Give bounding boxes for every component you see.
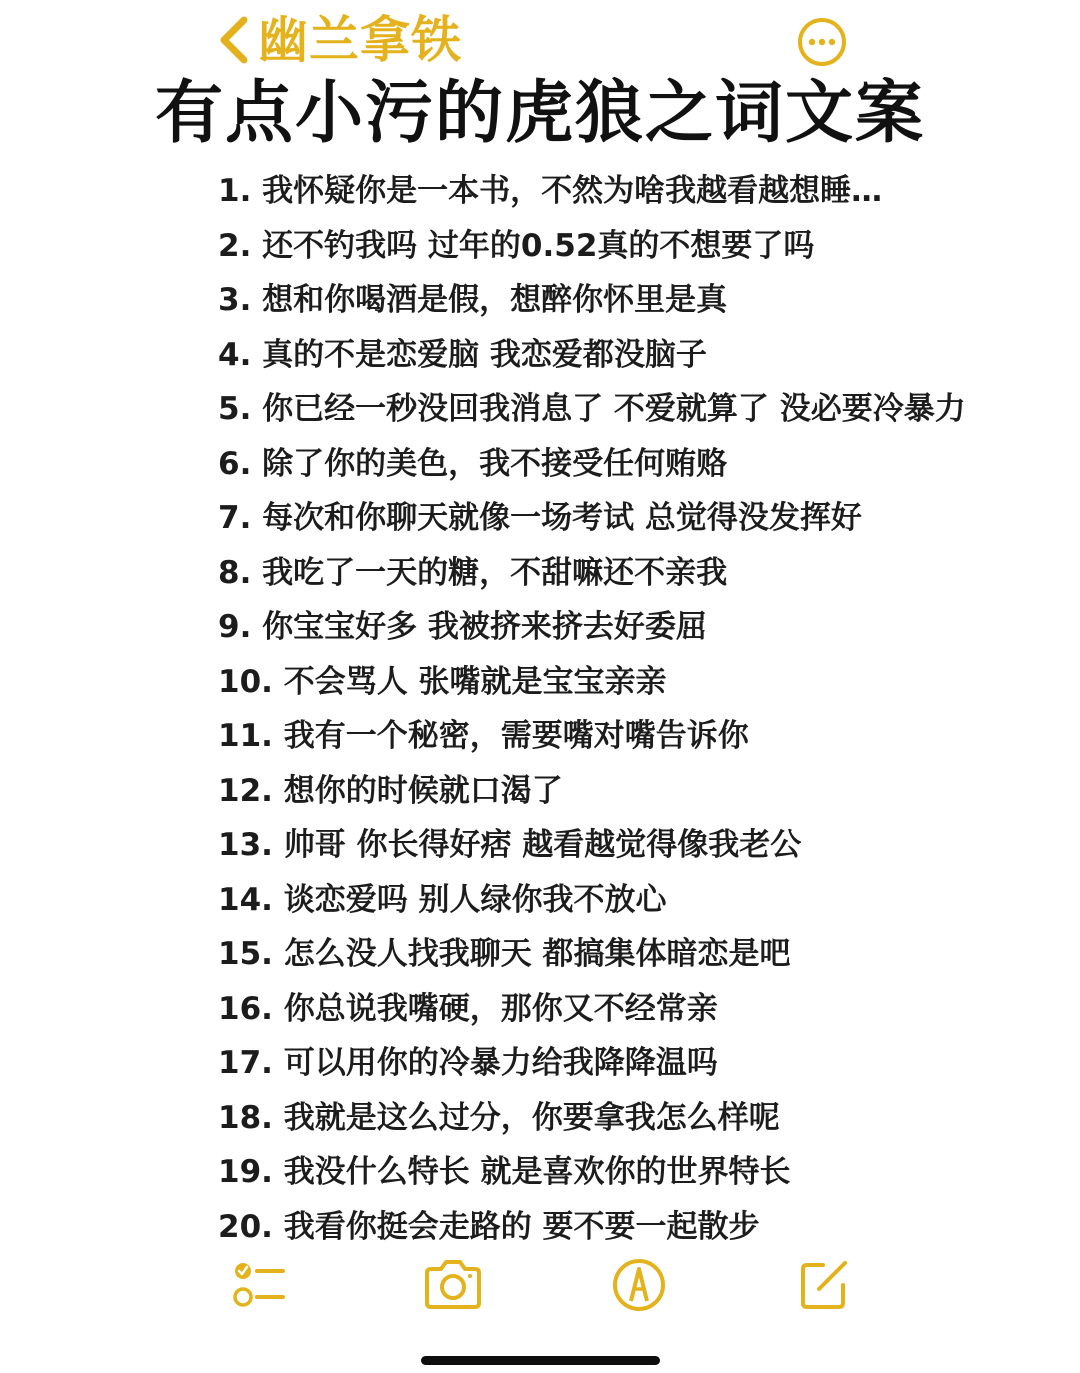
camera-button[interactable]: [418, 1250, 488, 1320]
list-item: 19. 我没什么特长 就是喜欢你的世界特长: [218, 1154, 791, 1190]
list-item: 2. 还不钓我吗 过年的0.52真的不想要了吗: [218, 227, 815, 264]
markup-button[interactable]: [604, 1250, 674, 1320]
markup-pen-icon: [609, 1255, 669, 1315]
list-item: 17. 可以用你的冷暴力给我降降温吗: [218, 1045, 718, 1081]
list-item: 16. 你总说我嘴硬，那你又不经常亲: [218, 990, 718, 1027]
checklist-icon: [231, 1255, 291, 1315]
list-item: 1. 我怀疑你是一本书，不然为啥我越看越想睡…: [218, 173, 883, 209]
note-title: 有点小污的虎狼之词文案: [154, 74, 925, 153]
checklist-button[interactable]: [226, 1250, 296, 1320]
list-item: 13. 帅哥 你长得好痞 越看越觉得像我老公: [218, 827, 802, 863]
list-item: 5. 你已经一秒没回我消息了 不爱就算了 没必要冷暴力: [218, 391, 966, 427]
home-indicator[interactable]: [421, 1356, 660, 1365]
chevron-left-icon: [214, 12, 254, 68]
back-button[interactable]: [214, 8, 462, 72]
note-body-list[interactable]: [218, 164, 998, 1254]
list-item: 10. 不会骂人 张嘴就是宝宝亲亲: [218, 663, 667, 700]
back-button-label: 幽兰拿铁: [258, 11, 462, 69]
list-item: 11. 我有一个秘密，需要嘴对嘴告诉你: [218, 718, 749, 754]
list-item: 9. 你宝宝好多 我被挤来挤去好委屈: [218, 609, 707, 645]
list-item: 6. 除了你的美色，我不接受任何贿赂: [218, 445, 728, 482]
list-item: 4. 真的不是恋爱脑 我恋爱都没脑子: [218, 336, 707, 373]
list-item: 18. 我就是这么过分，你要拿我怎么样呢: [218, 1099, 780, 1136]
list-item: 12. 想你的时候就口渴了: [218, 772, 563, 809]
compose-button[interactable]: [788, 1250, 858, 1320]
more-circle-icon[interactable]: [796, 16, 848, 68]
bottom-toolbar: [0, 1250, 1080, 1320]
list-item: 20. 我看你挺会走路的 要不要一起散步: [218, 1208, 760, 1245]
list-item: 15. 怎么没人找我聊天 都搞集体暗恋是吧: [218, 936, 791, 972]
list-item: 14. 谈恋爱吗 别人绿你我不放心: [218, 881, 667, 918]
list-item: 8. 我吃了一天的糖，不甜嘛还不亲我: [218, 554, 728, 591]
camera-icon: [421, 1255, 485, 1315]
list-item: 7. 每次和你聊天就像一场考试 总觉得没发挥好: [218, 500, 862, 536]
navigation-bar: [0, 0, 1080, 80]
list-item: 3. 想和你喝酒是假，想醉你怀里是真: [218, 282, 728, 318]
compose-icon: [793, 1255, 853, 1315]
